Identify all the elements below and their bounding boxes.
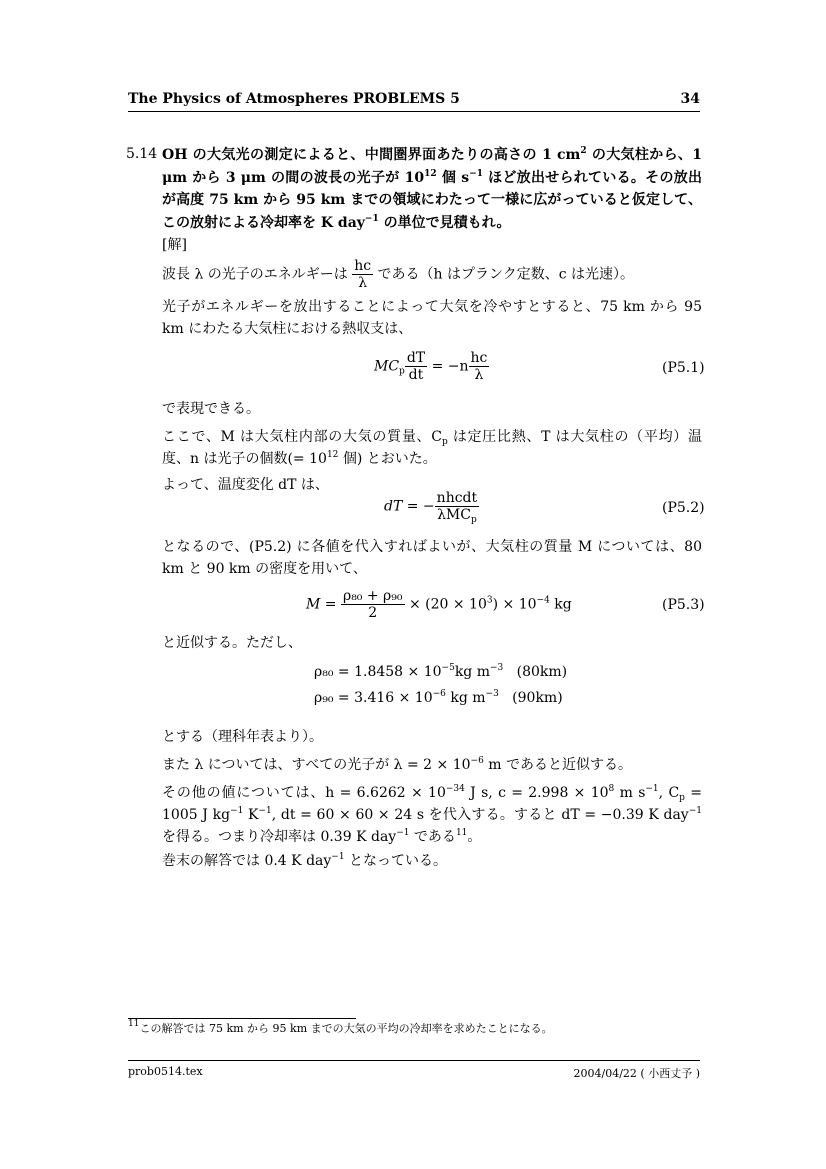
footnote: $^{11}$この解答では 75 km から 95 km までの大気の平均の冷却率を求めたことになる。	[128, 1019, 553, 1035]
footnote-rule	[128, 1018, 356, 1019]
equation-label-p5-3: (P5.3)	[662, 597, 705, 613]
solution-paragraph-1: 波長 λ の光子のエネルギーは $\frac{hc}{\lambda}$ である（h はプランク定数、c は光速）。	[162, 258, 635, 291]
solution-paragraph-11: 巻末の解答では 0.4 K day$^{-1}$ となっている。	[162, 852, 448, 869]
density-80km: $\rho_{80} = 1.8458 \times 10^{-5}kg$ $m^{-3}$ (80km)	[314, 663, 568, 680]
equation-p5-3: M = $\frac{\text{ρ₈₀ + ρ₉₀}}{2}$ × $(20 \times 10^3) \times 10^{-4}$ kg	[306, 588, 572, 621]
solution-paragraph-8: とする（理科年表より）。	[162, 729, 323, 745]
solution-paragraph-4: ここで、M は大気柱内部の大気の質量、$C_p$ は定圧比熱、T は大気柱の（平均）温度、n は光子の個数(= $10^{12}$ 個) とおいた。	[162, 429, 702, 467]
density-90km: $\rho_{90} = 3.416 \times 10^{-6}$ kg $m^{-3}$ (90km)	[314, 689, 563, 706]
equation-p5-1: $MC_p$ $\frac{dT}{dt}$ = −n $\frac{hc}{\lambda}$	[374, 350, 488, 383]
footer-filename: prob0514.tex	[128, 1065, 203, 1078]
equation-p5-2: dT = − $\frac{\text{nhcdt}}{\lambda MC_p}$	[384, 490, 478, 525]
solution-paragraph-7: と近似する。ただし、	[162, 635, 302, 651]
solution-paragraph-10: その他の値については、$h = 6.6262 \times 10^{-34}$ J s, $c = 2.998 \times 10^8$ m $s^{-1}$, $C_p = 1005$ J $kg^{-1}$ $K^{-1}$, dt = 60 × 60 × 24 s を代入する。すると dT = −0.39 K day$^{-1}$ を得る。つまり冷却率は 0.39 K day$^{-1}$ である$^{11}$。	[162, 784, 702, 845]
solution-label: [解]	[162, 237, 187, 253]
solution-paragraph-3: で表現できる。	[162, 401, 260, 417]
solution-paragraph-5: よって、温度変化 dT は、	[162, 477, 329, 493]
solution-paragraph-2: 光子がエネルギーを放出することによって大気を冷やすとすると、75 km から 95 km にわたる大気柱における熱収支は、	[162, 299, 702, 337]
header-title: The Physics of Atmospheres PROBLEMS 5	[128, 91, 460, 107]
solution-paragraph-9: また λ については、すべての光子が $\lambda = 2 \times 10^{-6}$ m であると近似する。	[162, 756, 632, 773]
equation-label-p5-2: (P5.2)	[662, 500, 705, 516]
page-number: 34	[680, 91, 700, 107]
problem-statement: OH の大気光の測定によると、中間圏界面あたりの高さの 1 $cm^2$ の大気柱から、1 μm から 3 μm の間の波長の光子が $10^{12}$ 個 $s^{-1}$ ほど放出せられている。その放出が高度 75 km から 95 km までの領域にわたって一様に広がっていると仮定して、この放射による冷却率を K day$^{-1}$ の単位で見積もれ。	[162, 146, 702, 231]
footer-date-author: 2004/04/22 ( 小西丈予 )	[573, 1067, 700, 1080]
solution-paragraph-6: となるので、(P5.2) に各値を代入すればよいが、大気柱の質量 M については、80 km と 90 km の密度を用いて、	[162, 539, 702, 577]
page-header	[128, 91, 700, 112]
problem-number: 5.14	[126, 146, 158, 162]
equation-label-p5-1: (P5.1)	[662, 360, 705, 376]
page-footer	[128, 1060, 700, 1080]
fraction-hc-lambda: $\frac{hc}{\lambda}$	[354, 258, 372, 291]
